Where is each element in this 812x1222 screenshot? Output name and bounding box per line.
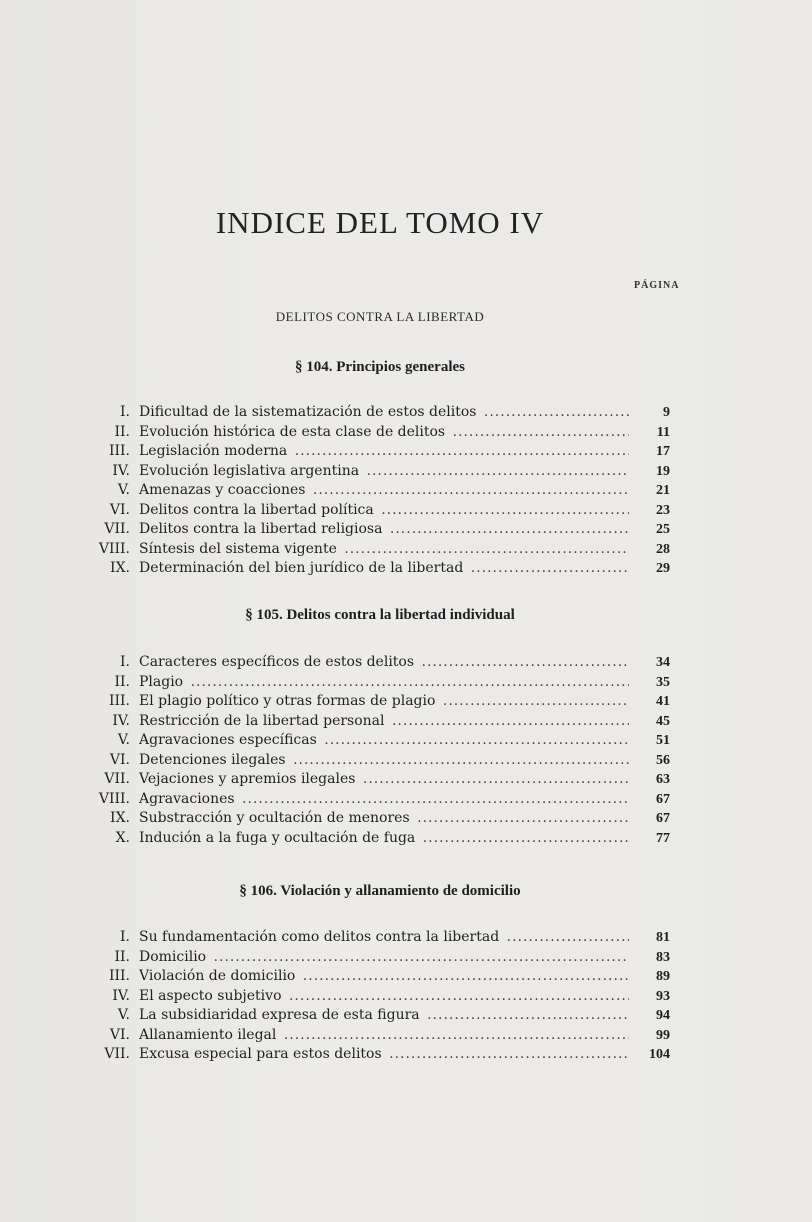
entry-number: I. [120,929,130,945]
entry-number: VII. [104,521,130,537]
entry-title-text: Restricción de la libertad personal [139,712,385,729]
entry-title-text: Evolución histórica de esta clase de delitos [139,423,446,440]
toc-entry [0,1026,700,1046]
entry-number: I. [120,404,130,420]
entry-number: X. [115,829,130,846]
entry-page: 28 [656,541,670,557]
entry-page: 81 [656,930,670,945]
entry-title-text: Su fundamentación como delitos contra la libertad [139,929,500,945]
entry-page: 34 [656,655,670,670]
entry-title [139,928,629,948]
entry-title [139,948,629,968]
entry-title-text: Plagio [139,673,184,690]
entry-title-text: Delitos contra la libertad política [139,501,374,518]
toc-entry [0,462,700,482]
entry-title-text: Agravaciones [139,790,235,807]
entry-title-text: Substracción y ocultación de menores [139,810,410,826]
toc-entry [0,559,700,579]
entry-title [139,653,629,673]
page-title: INDICE DEL TOMO IV [215,205,545,240]
section-heading-104: § 104. Principios generales [295,359,465,375]
toc-section-106 [0,928,700,1065]
entry-title-text: Delitos contra la libertad religiosa [139,521,383,537]
entry-number: VI. [109,501,130,518]
entry-title-text: Legislación moderna [139,443,288,459]
entry-page: 99 [656,1027,670,1043]
entry-title-text: Determinación del bien jurídico de la libertad [139,560,464,576]
entry-number: VIII. [98,790,130,807]
page-column-header: PÁGINA [634,280,680,291]
entry-page: 67 [656,811,670,826]
entry-page: 41 [656,694,670,709]
toc-section-105 [0,653,700,848]
entry-title [139,1026,629,1046]
entry-page: 19 [656,463,670,479]
entry-number: V. [117,1007,130,1023]
entry-number: III. [108,968,130,984]
entry-page: 94 [656,1008,670,1023]
entry-number: IX. [110,560,130,576]
entry-title [139,987,629,1007]
entry-title [139,540,629,560]
entry-title [139,481,629,501]
toc-entry [0,731,700,751]
toc-entry [0,1045,700,1065]
entry-page: 77 [656,830,670,846]
entry-page: 29 [656,561,670,576]
entry-page: 17 [656,444,670,459]
entry-title-text: Evolución legislativa argentina [139,462,360,479]
toc-entry [0,809,700,829]
toc-entry [0,770,700,790]
entry-title-text: Domicilio [139,948,207,965]
entry-number: VII. [104,1046,130,1062]
entry-title [139,751,629,771]
entry-number: I. [120,654,130,670]
entry-page: 104 [649,1047,670,1062]
entry-page: 45 [656,713,670,729]
toc-entry [0,790,700,810]
toc-entry [0,540,700,560]
entry-title [139,462,629,482]
entry-title-text: Caracteres específicos de estos delitos [139,654,415,670]
entry-title-text: Excusa especial para estos delitos [139,1046,382,1062]
entry-page: 35 [656,674,670,690]
entry-title [139,442,629,462]
entry-page: 63 [656,772,670,787]
entry-title-text: Dificultad de la sistematización de estos delitos [139,404,477,420]
entry-title [139,1006,629,1026]
entry-title [139,712,629,732]
entry-number: II. [114,673,130,690]
toc-entry [0,712,700,732]
entry-title-text: Vejaciones y apremios ilegales [139,771,356,787]
section-heading-106: § 106. Violación y allanamiento de domicilio [239,883,521,899]
toc-entry [0,403,700,423]
part-heading: DELITOS CONTRA LA LIBERTAD [275,309,485,324]
toc-entry [0,673,700,693]
toc-entry [0,928,700,948]
entry-title-text: Violación de domicilio [139,968,296,984]
entry-page: 9 [663,405,670,420]
entry-page: 51 [656,733,670,748]
toc-entry [0,948,700,968]
toc-entry [0,423,700,443]
toc-entry [0,520,700,540]
section-heading-105: § 105. Delitos contra la libertad individual [245,607,515,623]
entry-page: 21 [656,483,670,498]
entry-page: 23 [656,502,670,518]
toc-entry [0,481,700,501]
toc-section-104 [0,403,700,579]
entry-number: III. [108,443,130,459]
toc-entry [0,442,700,462]
entry-title [139,1045,629,1065]
entry-title [139,731,629,751]
entry-title-text: Síntesis del sistema vigente [139,540,337,557]
entry-number: VII. [104,771,130,787]
entry-number: IV. [112,462,130,479]
entry-page: 56 [656,752,670,768]
entry-number: III. [108,693,130,709]
entry-title [139,692,629,712]
entry-number: IV. [112,712,130,729]
toc-entry [0,751,700,771]
toc-entry [0,692,700,712]
entry-title [139,559,629,579]
toc-entry [0,653,700,673]
entry-title [139,790,629,810]
entry-page: 83 [656,949,670,965]
entry-title-text: Indución a la fuga y ocultación de fuga [139,829,416,846]
entry-page: 11 [656,424,670,440]
entry-title [139,501,629,521]
entry-number: V. [117,482,130,498]
entry-title [139,520,629,540]
entry-title [139,829,629,849]
toc-entry [0,987,700,1007]
entry-title [139,673,629,693]
entry-number: VIII. [98,540,130,557]
entry-page: 89 [656,969,670,984]
entry-title-text: Amenazas y coacciones [139,482,306,498]
entry-page: 93 [656,988,670,1004]
entry-number: IV. [112,987,130,1004]
entry-title [139,423,629,443]
entry-title [139,403,629,423]
entry-title-text: Allanamiento ilegal [139,1026,277,1043]
entry-title [139,770,629,790]
toc-entry [0,1006,700,1026]
entry-title-text: El aspecto subjetivo [139,987,282,1004]
toc-entry [0,967,700,987]
entry-number: VI. [109,1026,130,1043]
entry-number: IX. [110,810,130,826]
entry-title [139,967,629,987]
entry-number: II. [114,423,130,440]
toc-entry [0,829,700,849]
entry-title [139,809,629,829]
entry-title-text: Agravaciones específicas [139,732,317,748]
entry-title-text: Detenciones ilegales [139,751,286,768]
entry-number: II. [114,948,130,965]
entry-page: 25 [656,522,670,537]
entry-title-text: La subsidiaridad expresa de esta figura [139,1007,420,1023]
entry-page: 67 [656,791,670,807]
toc-entry [0,501,700,521]
entry-number: V. [117,732,130,748]
entry-number: VI. [109,751,130,768]
entry-title-text: El plagio político y otras formas de plagio [139,693,436,709]
